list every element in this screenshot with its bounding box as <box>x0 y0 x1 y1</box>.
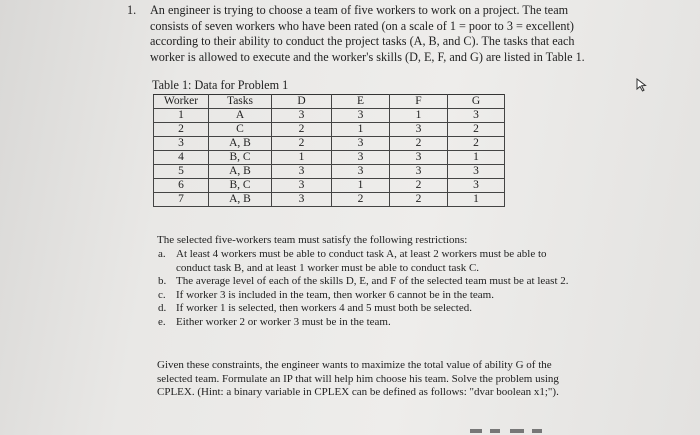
cell-tasks: B, C <box>209 151 272 165</box>
cell-f: 2 <box>390 137 448 151</box>
table-row <box>154 179 505 193</box>
cell-e: 1 <box>332 123 390 137</box>
cell-tasks: C <box>209 123 272 137</box>
cell-worker: 4 <box>154 151 209 165</box>
cell-worker: 5 <box>154 165 209 179</box>
cell-worker: 6 <box>154 179 209 193</box>
cell-tasks: A <box>209 109 272 123</box>
cell-g: 1 <box>448 193 505 207</box>
cell-e: 2 <box>332 193 390 207</box>
cell-d: 3 <box>272 179 332 193</box>
cell-tasks: A, B <box>209 193 272 207</box>
restriction-item <box>140 248 580 275</box>
problem-text: An engineer is trying to choose a team of five workers to work on a project. The team consists of seven workers who have been rated (on a scale of 1 = poor to 3 = excellent) according to their ability to conduct the project tasks (A, B, and C). The tasks that each worker is allowed to execute and the worker's skills (D, E, F, and G) are listed in Table 1. <box>150 3 585 64</box>
header-g: G <box>448 95 505 109</box>
cell-d: 3 <box>272 193 332 207</box>
header-f: F <box>390 95 448 109</box>
restrictions-list <box>140 248 580 330</box>
cell-d: 3 <box>272 109 332 123</box>
problem-statement <box>127 3 587 65</box>
cell-g: 3 <box>448 165 505 179</box>
cell-d: 1 <box>272 151 332 165</box>
worker-skills-table <box>153 94 505 207</box>
restriction-label: c. <box>158 288 166 301</box>
table-row <box>154 165 505 179</box>
cell-g: 1 <box>448 151 505 165</box>
mouse-pointer-icon <box>636 78 648 92</box>
restriction-text: At least 4 workers must be able to conduct task A, at least 2 workers must be able to conduct task B, and at least 1 worker must be able to conduct task C. <box>176 248 547 274</box>
cell-e: 3 <box>332 165 390 179</box>
cell-tasks: A, B <box>209 165 272 179</box>
cell-e: 3 <box>332 151 390 165</box>
cell-worker: 7 <box>154 193 209 207</box>
cell-f: 3 <box>390 123 448 137</box>
table-caption: Table 1: Data for Problem 1 <box>152 78 289 92</box>
cell-e: 3 <box>332 137 390 151</box>
cell-e: 3 <box>332 109 390 123</box>
cell-f: 3 <box>390 151 448 165</box>
table-row <box>154 137 505 151</box>
restriction-item <box>140 316 580 330</box>
table-row <box>154 123 505 137</box>
cell-d: 3 <box>272 165 332 179</box>
header-tasks: Tasks <box>209 95 272 109</box>
table-row <box>154 151 505 165</box>
cell-g: 3 <box>448 109 505 123</box>
cell-f: 2 <box>390 193 448 207</box>
restriction-label: a. <box>158 248 166 260</box>
restriction-text: If worker 3 is included in the team, then worker 6 cannot be in the team. <box>176 288 494 301</box>
cell-worker: 1 <box>154 109 209 123</box>
restriction-text: Either worker 2 or worker 3 must be in the team. <box>176 315 391 328</box>
restrictions-intro: The selected five-workers team must satisfy the following restrictions: <box>157 234 468 246</box>
cell-f: 2 <box>390 179 448 193</box>
cell-f: 1 <box>390 109 448 123</box>
table-row <box>154 193 505 207</box>
header-d: D <box>272 95 332 109</box>
cell-f: 3 <box>390 165 448 179</box>
problem-number: 1. <box>127 3 137 17</box>
cell-g: 3 <box>448 179 505 193</box>
cropped-text-fragment <box>470 428 550 433</box>
table-row <box>154 109 505 123</box>
closing-paragraph: Given these constraints, the engineer wants to maximize the total value of ability G of the selected team. Formulate an IP that will help him choose his team. Solve the problem using CPLEX. (Hint: a binary variable in CPLEX can be defined as follows: "dvar boolean x1;"). <box>157 359 559 399</box>
restriction-text: If worker 1 is selected, then workers 4 and 5 must both be selected. <box>176 302 472 315</box>
cell-d: 2 <box>272 137 332 151</box>
restriction-label: d. <box>158 302 167 315</box>
cell-g: 2 <box>448 137 505 151</box>
cell-g: 2 <box>448 123 505 137</box>
restriction-label: e. <box>158 315 166 328</box>
cell-tasks: A, B <box>209 137 272 151</box>
restriction-item <box>140 275 580 289</box>
cell-worker: 3 <box>154 137 209 151</box>
header-worker: Worker <box>154 95 209 109</box>
restriction-text: The average level of each of the skills D, E, and F of the selected team must be at least 2. <box>176 275 569 288</box>
table-header-row <box>154 95 505 109</box>
header-e: E <box>332 95 390 109</box>
cell-worker: 2 <box>154 123 209 137</box>
restriction-item <box>140 289 580 303</box>
cell-e: 1 <box>332 179 390 193</box>
restriction-item <box>140 302 580 316</box>
cell-d: 2 <box>272 123 332 137</box>
cell-tasks: B, C <box>209 179 272 193</box>
restriction-label: b. <box>158 275 167 288</box>
